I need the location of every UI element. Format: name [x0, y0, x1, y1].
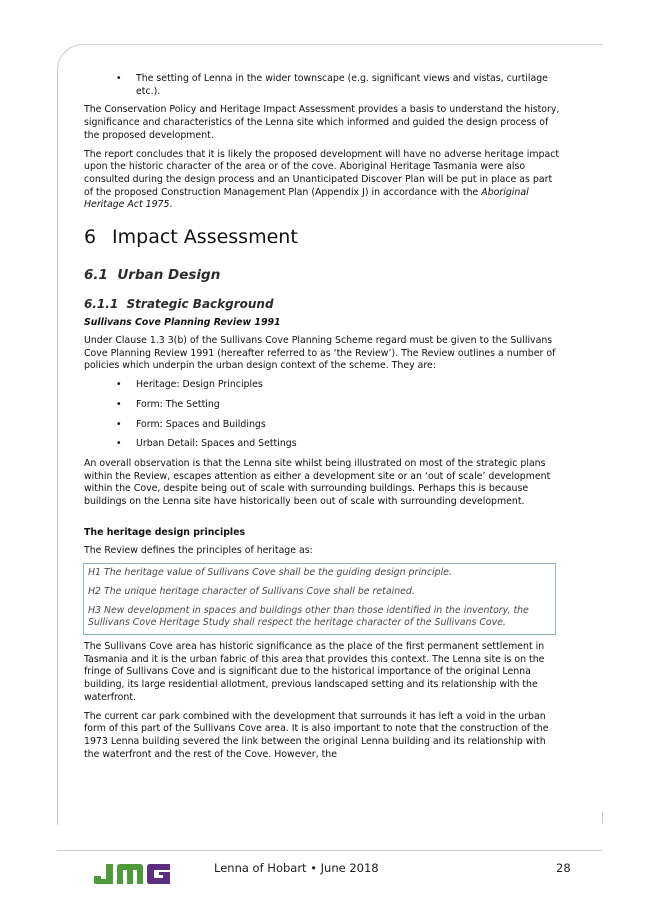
policy-item: Heritage: Design Principles	[136, 379, 263, 391]
paragraph-significance: The Sullivans Cove area has historic significance as the place of the first permanent settlement in Tasmania and it is the urban fabric of this area that provides this context. The Lenna site is on the fringe of Sullivans Cove and is significant due to the historical importance of the original Lenna building, its large residential allotment, previous landscaped setting and its relationship with the waterfront.	[84, 640, 545, 703]
list-item	[84, 438, 562, 451]
policy-list	[84, 379, 562, 451]
subsection-title: Urban Design	[117, 267, 221, 284]
policy-item: Form: Spaces and Buildings	[136, 418, 266, 430]
list-item	[84, 379, 562, 392]
principles-box	[83, 563, 556, 635]
principle-h2: H2 The unique heritage character of Sullivans Cove shall be retained.	[88, 585, 415, 597]
bullet-icon: •	[116, 398, 122, 410]
subsection-heading	[84, 267, 562, 283]
subsubsection-number: 6.1.1	[84, 297, 119, 312]
paragraph-report-conclusion	[84, 149, 562, 213]
subsubsection-title: Strategic Background	[126, 297, 274, 312]
section-title: Impact Assessment	[112, 226, 298, 249]
list-item	[84, 419, 562, 432]
jmg-logo-graphic	[92, 862, 172, 886]
principle-h1: H1 The heritage value of Sullivans Cove shall be the guiding design principle.	[88, 567, 452, 579]
bullet-icon: •	[116, 438, 122, 450]
footer-title: Lenna of Hobart • June 2018	[214, 861, 379, 875]
paragraph-car-park: The current car park combined with the development that surrounds it has left a void in the urban form of this part of the Sullivans Cove area. It is also important to note that the construction of the 1973 Lenna building severed the link between the original Lenna building and its relationship with the waterfront and the rest of the Cove. However, the	[84, 710, 549, 760]
paragraph-review: Under Clause 1.3 3(b) of the Sullivans Cove Planning Scheme regard must be given to the Sullivans Cove Planning Review 1991 (hereafter referred to as ‘the Review’). The Review outlines a number of policies which underpin the urban design context of the scheme. They are:	[84, 335, 556, 372]
list-item	[84, 399, 562, 412]
heritage-heading: The heritage design principles	[84, 526, 246, 538]
jmg-logo	[92, 862, 172, 886]
section-number: 6	[84, 226, 97, 249]
paragraph-conservation: The Conservation Policy and Heritage Impact Assessment provides a basis to understand the history, significance and characteristics of the Lenna site which informed and guided the design process of the proposed development.	[84, 104, 560, 141]
paragraph-observation: An overall observation is that the Lenna site whilst being illustrated on most of the strategic plans within the Review, escapes attention as either a development site or an ‘out of scale’ development within the Cove, despite being out of scale with surrounding buildings. Perhaps this is because buildings on the Lenna site have historically been out of scale with surrounding development.	[84, 457, 551, 508]
paragraph-text: The report concludes that it is likely the proposed development will have no adverse heritage impact upon the historic character of the area or of the cove. Aboriginal Heritage Tasmania were also consulted during the design process and an Unanticipated Discover Plan will be put in place as part of the proposed Construction Management Plan (Appendix J) in accordance with the	[84, 148, 560, 198]
bullet-icon: •	[116, 379, 122, 391]
page-frame-corner	[585, 812, 603, 824]
principle-h3: H3 New development in spaces and buildings other than those identified in the inventory, the Sullivans Cove Heritage Study shall respect the heritage character of the Sullivans Cove.	[88, 604, 529, 629]
review-heading: Sullivans Cove Planning Review 1991	[84, 317, 281, 329]
policy-item: Form: The Setting	[136, 398, 220, 410]
policy-item: Urban Detail: Spaces and Settings	[136, 438, 297, 450]
section-heading	[84, 226, 562, 248]
bullet-icon: •	[116, 73, 122, 84]
page-content	[84, 73, 562, 761]
heritage-intro: The Review defines the principles of heritage as:	[84, 545, 313, 557]
act-reference: Aboriginal Heritage Act 1975	[84, 186, 529, 211]
bullet-text: The setting of Lenna in the wider townscape (e.g. significant views and vistas, curtilage etc.).	[136, 73, 548, 97]
bullet-icon: •	[116, 418, 122, 430]
page-number: 28	[556, 861, 571, 875]
paragraph-end: .	[169, 199, 173, 211]
subsubsection-heading	[84, 297, 562, 311]
intro-bullet-list	[84, 73, 562, 98]
footer-divider	[57, 850, 602, 851]
list-item	[84, 73, 562, 98]
subsection-number: 6.1	[84, 267, 108, 284]
